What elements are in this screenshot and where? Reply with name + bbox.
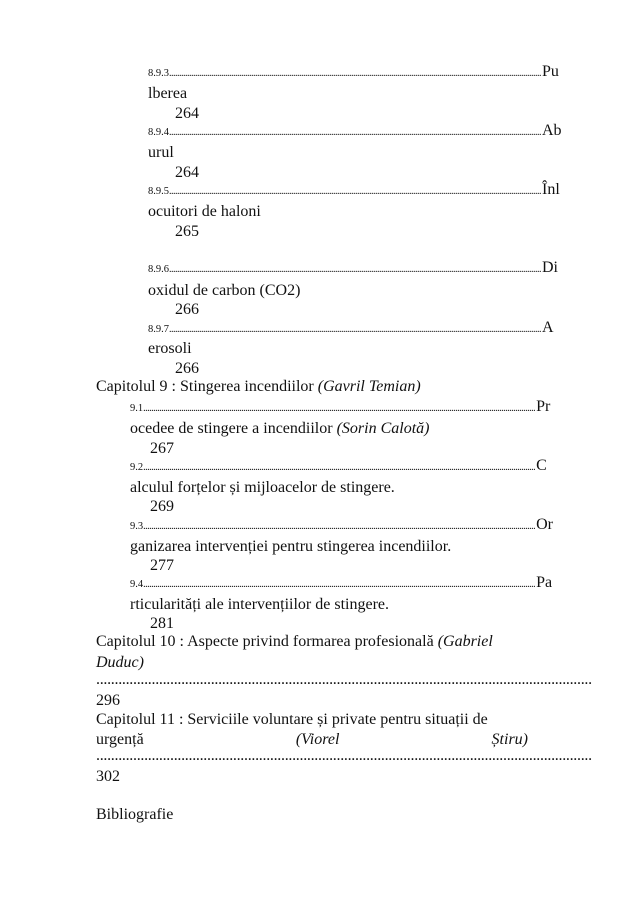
chapter-author: Duduc)	[96, 654, 144, 671]
dot-leader: ....................................................................................................................................................................................................	[143, 403, 536, 414]
entry-number: 8.9.7	[148, 324, 169, 335]
entry-title-continuation: ganizarea intervenției pentru stingerea incendiilor.	[130, 538, 452, 555]
toc-entry-8-9-6[interactable]	[148, 258, 558, 278]
chapter-11-heading[interactable]: Capitolul 11 : Serviciile voluntare și private pentru situații de	[96, 711, 488, 728]
toc-entry-9-1[interactable]	[130, 397, 551, 417]
entry-author: (Sorin Calotă)	[336, 420, 430, 437]
entry-number: 9.4	[130, 579, 144, 590]
dot-leader: ..........................................................................................................................................................................................	[169, 264, 541, 275]
entry-title-start: Or	[536, 516, 554, 533]
toc-entry-9-2[interactable]	[130, 456, 547, 476]
page-number: 302	[96, 768, 120, 785]
toc-entry-8-9-4[interactable]	[148, 121, 562, 141]
dot-leader: ..........................................................................................................................................................................................	[169, 324, 541, 335]
entry-title-start: A	[542, 319, 554, 336]
dot-leader: ....................................................................................................................................................................................................	[143, 579, 536, 590]
entry-title-start: C	[536, 457, 547, 474]
page-number: 266	[175, 301, 199, 318]
page-number: 269	[150, 498, 174, 515]
entry-number: 8.9.3	[148, 68, 169, 79]
entry-title-start: Ab	[542, 122, 562, 139]
entry-title-continuation: ocuitori de haloni	[148, 203, 261, 220]
entry-title-start: Înl	[542, 181, 560, 198]
entry-title-continuation	[130, 419, 429, 439]
toc-entry-9-3[interactable]	[130, 515, 554, 535]
entry-title-continuation: alculul forțelor și mijloacelor de stingere.	[130, 479, 395, 496]
chapter-title: Capitolul 9 : Stingerea incendiilor	[96, 378, 318, 395]
chapter-10-heading[interactable]	[96, 632, 493, 652]
dot-leader: ....................................................................................................................................................................................................	[143, 521, 536, 532]
entry-number: 8.9.5	[148, 186, 169, 197]
chapter-title-end: urgență	[96, 731, 144, 748]
entry-number: 8.9.6	[148, 264, 169, 275]
toc-entry-8-9-5[interactable]	[148, 180, 560, 200]
bibliography-heading[interactable]: Bibliografie	[96, 806, 174, 823]
chapter-author: (Gavril Temian)	[317, 378, 421, 395]
entry-number: 8.9.4	[148, 127, 169, 138]
toc-entry-8-9-3[interactable]	[148, 62, 559, 82]
dot-leader: ......................................................................................................................................	[96, 747, 592, 764]
dot-leader: ..........................................................................................................................................................................................	[169, 127, 541, 138]
dot-leader: ..........................................................................................................................................................................................	[169, 68, 541, 79]
entry-number: 9.2	[130, 462, 144, 473]
entry-title-start: Pu	[542, 63, 559, 80]
entry-title-continuation: urul	[148, 144, 174, 161]
entry-title-start: Pa	[536, 574, 553, 591]
entry-title-start: Pr	[536, 398, 551, 415]
page-number: 277	[150, 557, 174, 574]
chapter-author: (Gabriel	[437, 633, 493, 650]
entry-title-continuation: rticularități ale intervențiilor de stingere.	[130, 596, 390, 613]
page-number: 267	[150, 440, 174, 457]
chapter-author: Știru)	[491, 731, 528, 748]
chapter-title: Capitolul 10 : Aspecte privind formarea profesională	[96, 633, 438, 650]
dot-leader: ....................................................................................................................................................................................................	[143, 462, 536, 473]
entry-title-continuation: oxidul de carbon (CO2)	[148, 282, 301, 299]
entry-number: 9.1	[130, 403, 144, 414]
chapter-9-heading[interactable]	[96, 377, 421, 397]
entry-title-continuation: erosoli	[148, 340, 192, 357]
page-number: 265	[175, 223, 199, 240]
chapter-author: (Viorel	[295, 731, 340, 748]
entry-title-text: ocedee de stingere a incendiilor	[130, 420, 337, 437]
page-number: 296	[96, 692, 120, 709]
page-number: 266	[175, 360, 199, 377]
page-number: 264	[175, 164, 199, 181]
dot-leader: ......................................................................................................................................	[96, 671, 592, 688]
entry-title-start: Di	[542, 259, 558, 276]
entry-title-continuation: lberea	[148, 85, 188, 102]
toc-entry-9-4[interactable]	[130, 573, 553, 593]
page-number: 264	[175, 105, 199, 122]
toc-entry-8-9-7[interactable]	[148, 318, 554, 338]
page-number: 281	[150, 615, 174, 632]
dot-leader: ..........................................................................................................................................................................................	[169, 186, 541, 197]
entry-number: 9.3	[130, 521, 144, 532]
